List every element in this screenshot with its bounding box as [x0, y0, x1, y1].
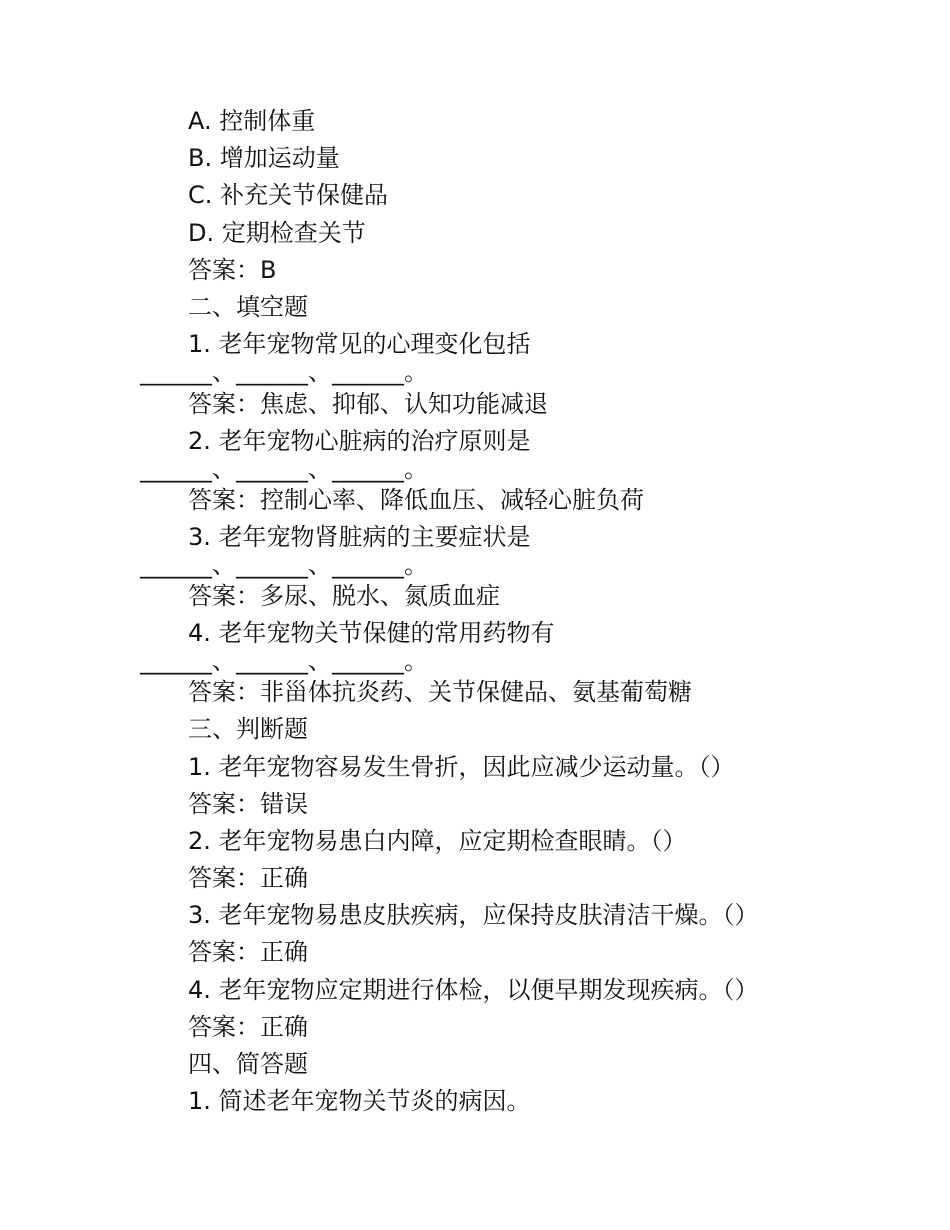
option-b: B. 增加运动量: [188, 144, 340, 172]
tf-answer-2: 答案：正确: [188, 864, 308, 892]
fill-question-2: 2. 老年宠物心脏病的治疗原则是: [188, 427, 531, 455]
fill-answer-4: 答案：非甾体抗炎药、关节保健品、氨基葡萄糖: [188, 678, 692, 706]
tf-question-3: 3. 老年宠物易患皮肤疾病，应保持皮肤清洁干燥。（）: [188, 901, 759, 929]
fill-answer-3: 答案：多尿、脱水、氮质血症: [188, 582, 500, 610]
fill-blanks-2: ______、______、______。: [140, 455, 428, 483]
tf-question-4: 4. 老年宠物应定期进行体检，以便早期发现疾病。（）: [188, 976, 759, 1004]
fill-blanks-3: ______、______、______。: [140, 551, 428, 579]
short-question-1: 1. 简述老年宠物关节炎的病因。: [188, 1087, 531, 1115]
option-a: A. 控制体重: [188, 107, 316, 135]
tf-answer-1: 答案：错误: [188, 790, 308, 818]
tf-question-1: 1. 老年宠物容易发生骨折，因此应减少运动量。（）: [188, 753, 735, 781]
fill-blanks-4: ______、______、______。: [140, 647, 428, 675]
section-heading-fill-in: 二、填空题: [188, 293, 308, 321]
section-heading-short-answer: 四、简答题: [188, 1050, 308, 1078]
fill-question-4: 4. 老年宠物关节保健的常用药物有: [188, 619, 555, 647]
tf-question-2: 2. 老年宠物易患白内障，应定期检查眼睛。（）: [188, 827, 687, 855]
answer-choice: 答案：B: [188, 256, 277, 284]
section-heading-true-false: 三、判断题: [188, 715, 308, 743]
option-c: C. 补充关节保健品: [188, 181, 389, 209]
option-d: D. 定期检查关节: [188, 219, 366, 247]
fill-question-3: 3. 老年宠物肾脏病的主要症状是: [188, 523, 531, 551]
fill-answer-1: 答案：焦虑、抑郁、认知功能减退: [188, 390, 548, 418]
fill-answer-2: 答案：控制心率、降低血压、减轻心脏负荷: [188, 486, 644, 514]
fill-blanks-1: ______、______、______。: [140, 358, 428, 386]
tf-answer-3: 答案：正确: [188, 938, 308, 966]
tf-answer-4: 答案：正确: [188, 1013, 308, 1041]
fill-question-1: 1. 老年宠物常见的心理变化包括: [188, 330, 531, 358]
